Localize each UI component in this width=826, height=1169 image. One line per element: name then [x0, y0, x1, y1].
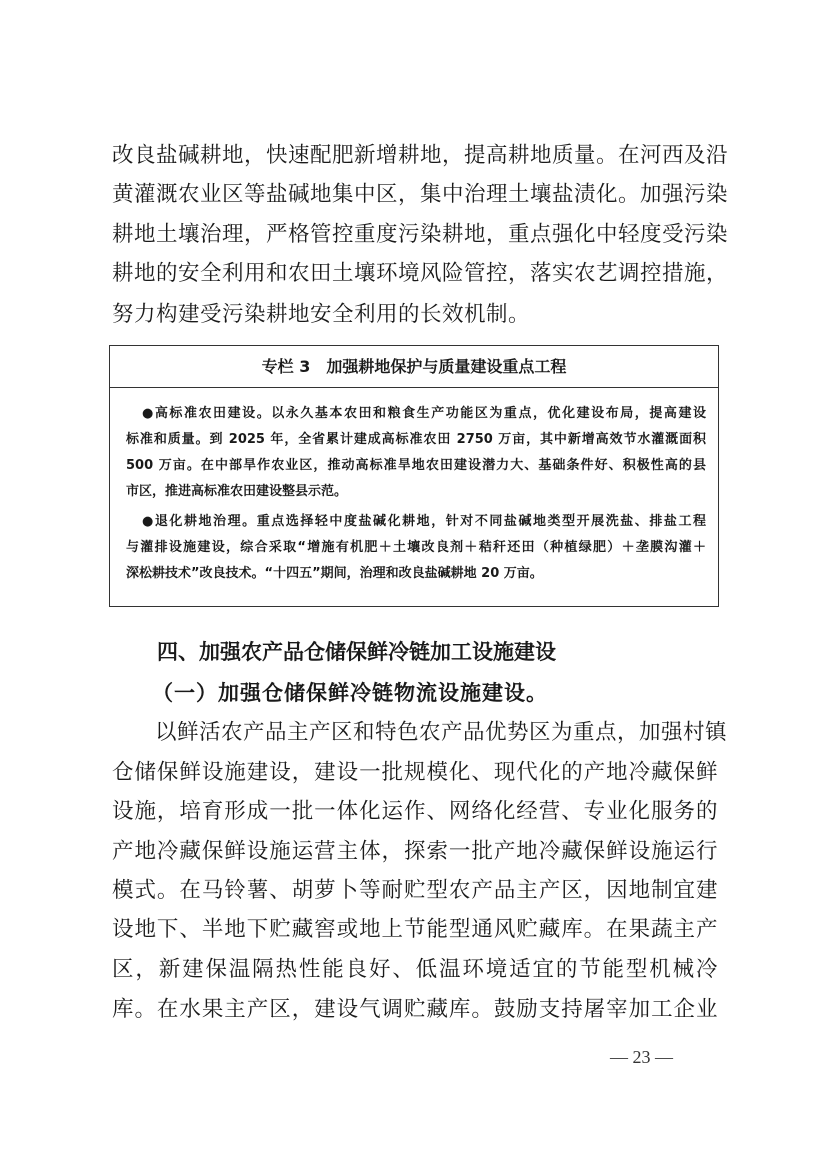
body-line: 仓储保鲜设施建设，建设一批规模化、现代化的产地冷藏保鲜: [112, 760, 718, 785]
intro-line: 耕地土壤治理，严格管控重度污染耕地，重点强化中轻度受污染: [112, 222, 729, 247]
body-line: 以鲜活农产品主产区和特色农产品优势区为重点，加强村镇: [155, 720, 728, 745]
intro-line: 耕地的安全利用和农田土壤环境风险管控，落实农艺调控措施，: [112, 261, 729, 286]
body-line: 设地下、半地下贮藏窖或地上节能型通风贮藏库。在果蔬主产: [112, 917, 718, 942]
feature-box-line: 500 万亩。在中部旱作农业区，推动高标准旱地农田建设潜力大、基础条件好、积极性高的县: [126, 458, 706, 473]
feature-box-line: ●高标准农田建设。以永久基本农田和粮食生产功能区为重点，优化建设布局，提高建设: [142, 406, 706, 421]
intro-line: 改良盐碱耕地，快速配肥新增耕地，提高耕地质量。在河西及沿: [112, 143, 729, 168]
body-line: 设施，培育形成一批一体化运作、网络化经营、专业化服务的: [112, 799, 718, 824]
subsection-heading: （一）加强仓储保鲜冷链物流设施建设。: [152, 680, 548, 705]
intro-line: 黄灌溉农业区等盐碱地集中区，集中治理土壤盐渍化。加强污染: [112, 182, 729, 207]
page-number: — 23 —: [610, 1047, 673, 1067]
body-line: 产地冷藏保鲜设施运营主体，探索一批产地冷藏保鲜设施运行: [112, 839, 718, 864]
body-line: 库。在水果主产区，建设气调贮藏库。鼓励支持屠宰加工企业: [112, 997, 718, 1022]
feature-box-line: 与灌排设施建设，综合采取“增施有机肥＋土壤改良剂＋秸秆还田（种植绿肥）＋垄膜沟灌＋: [126, 540, 706, 555]
section-heading: 四、加强农产品仓储保鲜冷链加工设施建设: [157, 640, 556, 664]
body-line: 模式。在马铃薯、胡萝卜等耐贮型农产品主产区，因地制宜建: [112, 878, 718, 903]
feature-box-line: 深松耕技术”改良技术。“十四五”期间，治理和改良盐碱耕地 20 万亩。: [126, 566, 543, 581]
feature-box: [109, 345, 719, 607]
feature-box-line: 市区，推进高标准农田建设整县示范。: [126, 484, 348, 499]
feature-box-line: 标准和质量。到 2025 年，全省累计建成高标准农田 2750 万亩，其中新增高效节水灌溉面积: [126, 432, 706, 447]
feature-box-title: 专栏 3 加强耕地保护与质量建设重点工程: [110, 346, 718, 388]
body-line: 区，新建保温隔热性能良好、低温环境适宜的节能型机械冷: [112, 957, 718, 982]
feature-box-line: ●退化耕地治理。重点选择轻中度盐碱化耕地，针对不同盐碱地类型开展洗盐、排盐工程: [142, 514, 706, 529]
intro-line: 努力构建受污染耕地安全利用的长效机制。: [112, 302, 531, 327]
